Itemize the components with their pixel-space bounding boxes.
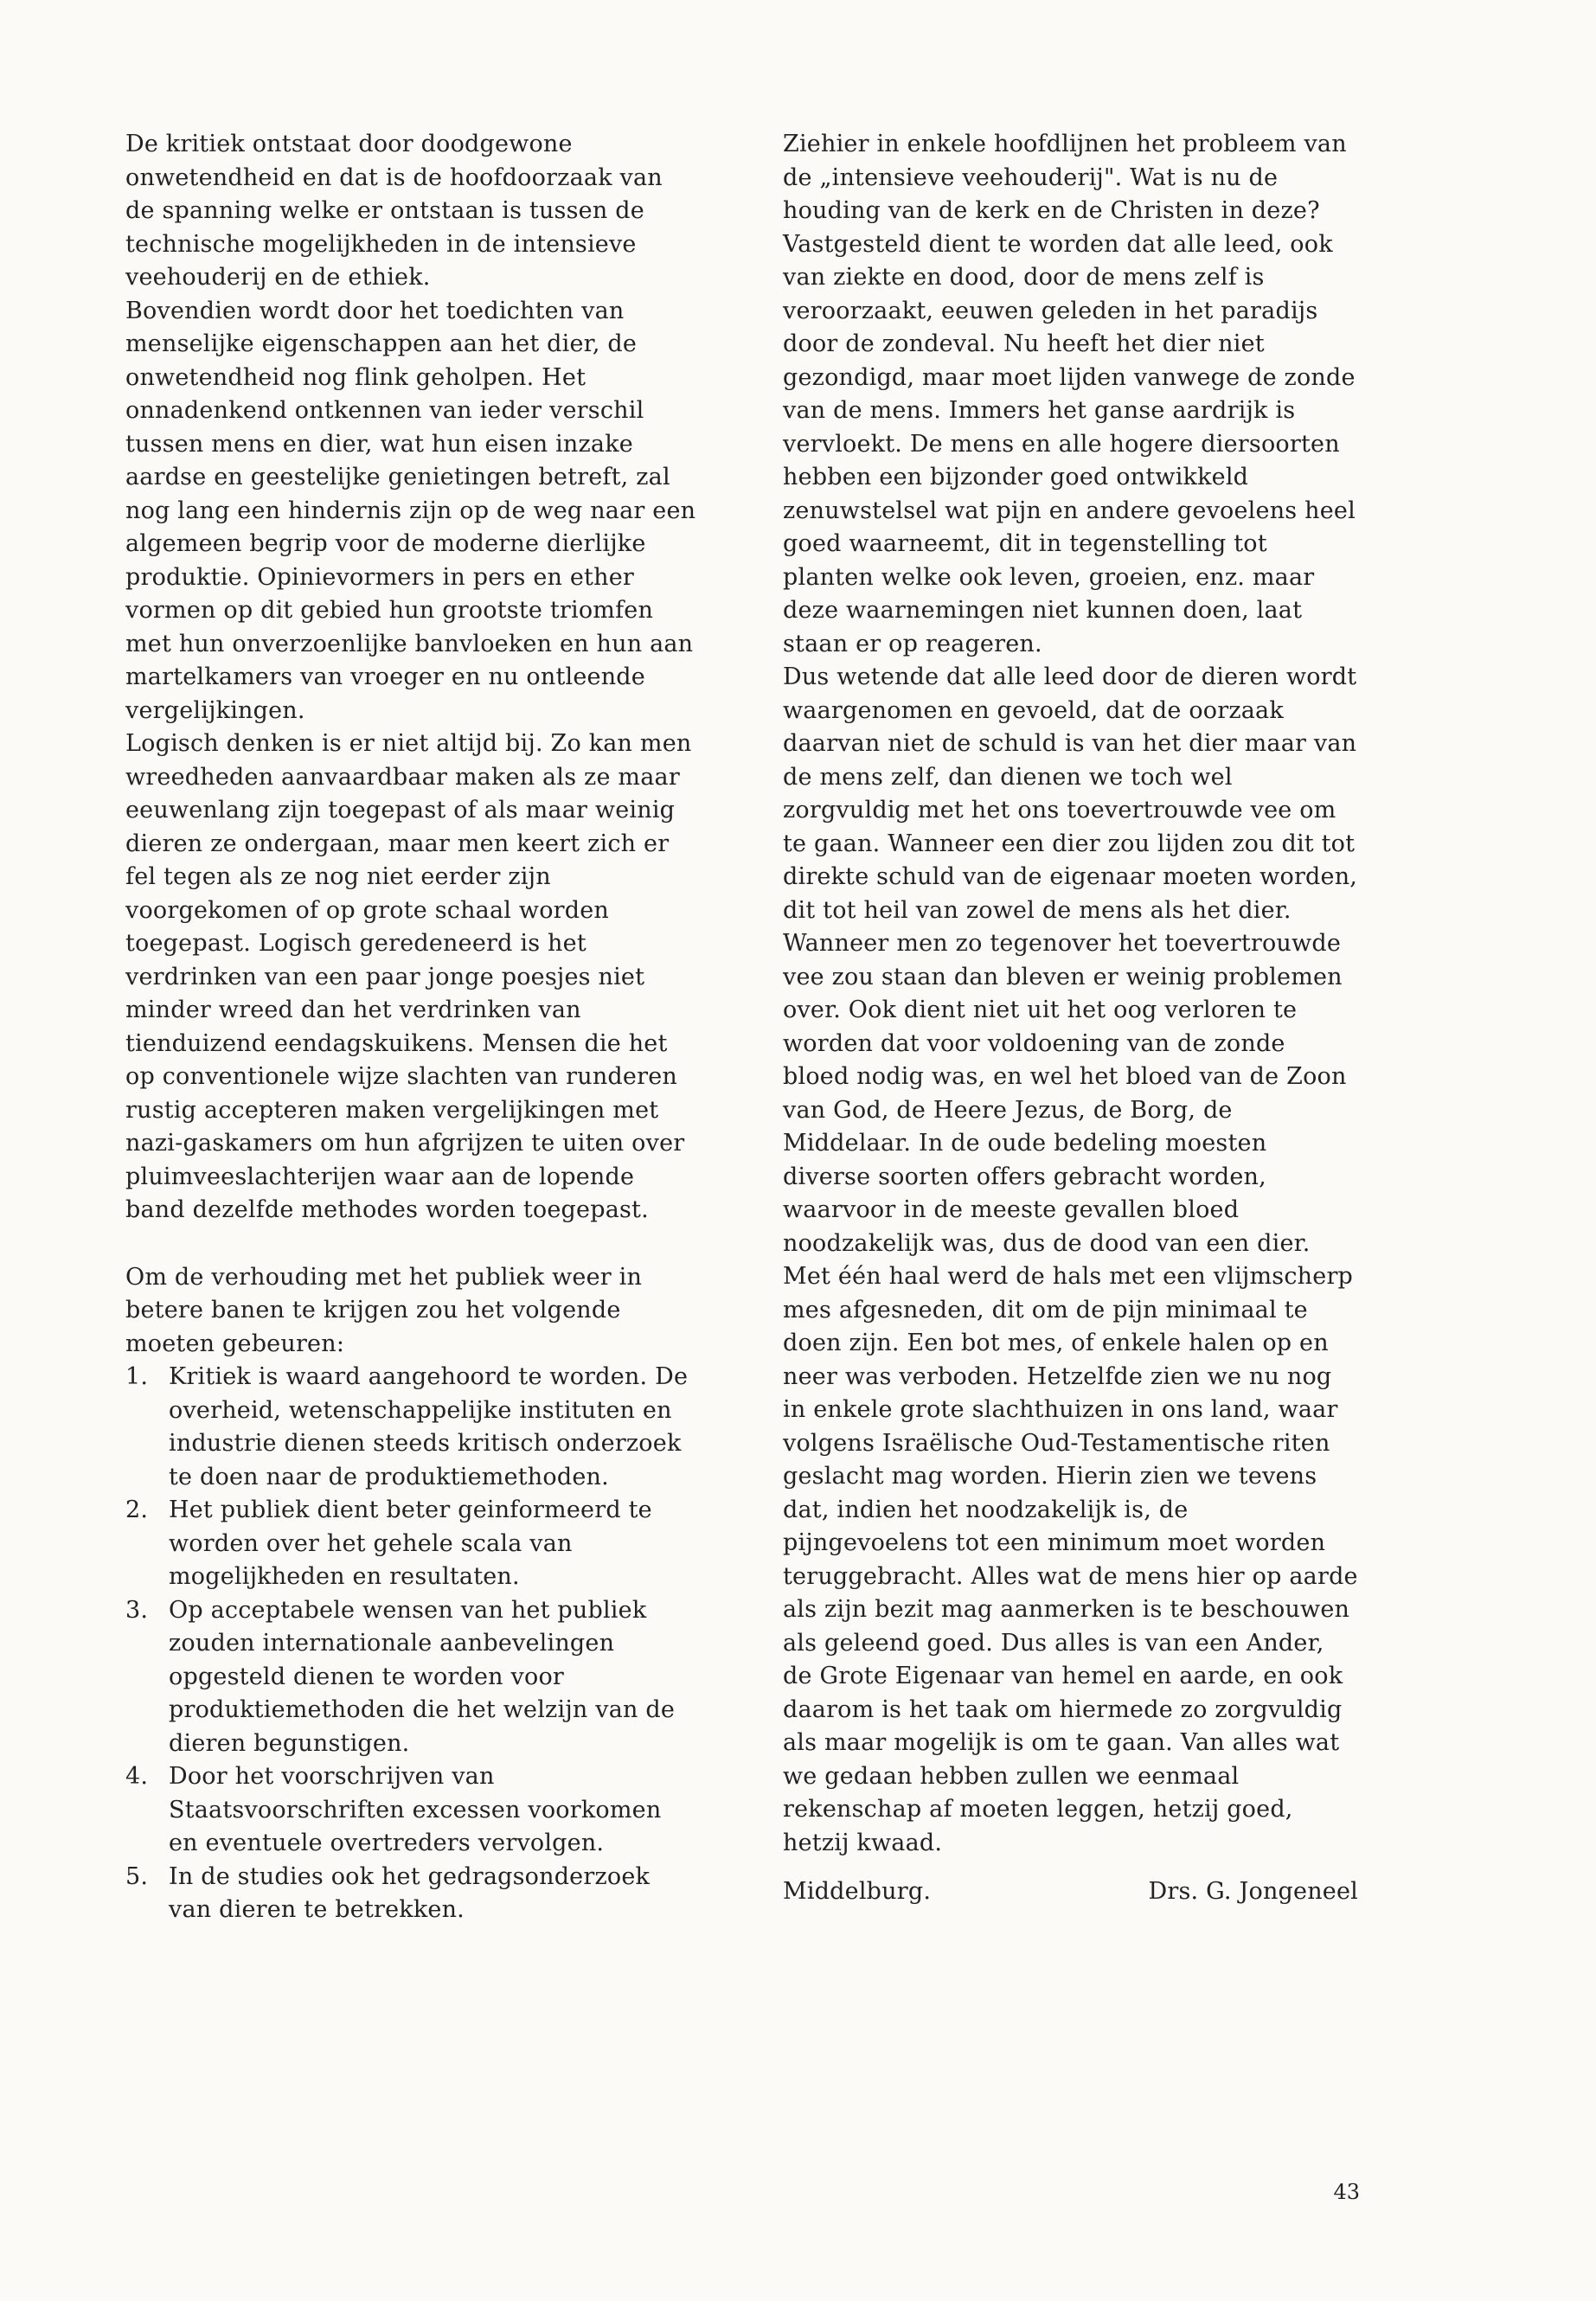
- list-number: 5.: [125, 1862, 149, 1890]
- left-column: [125, 128, 696, 1927]
- demands-list: [125, 1361, 696, 1927]
- list-text: In de studies ook het gedragsonderzoek van dieren te betrekken.: [169, 1862, 651, 1923]
- list-item: [125, 1760, 696, 1861]
- paragraph-gap: [125, 1227, 696, 1261]
- page-number: 43: [1333, 2180, 1360, 2204]
- paragraph-5: Dus wetende dat alle leed door de dieren wordt waargenomen en gevoeld, dat de oorzaak daarvan niet de schuld is van het dier maar van de mens zelf, dan dienen we toch wel zorgvuldig met het ons toevertrouwde vee om te gaan. Wanneer een dier zou lijden zou dit tot direkte schuld van de eigenaar moeten worden, dit tot heil van zowel de mens als het dier. Wanneer men zo tegenover het toevertrouwde vee zou staan dan bleven er weinig problemen over. Ook dient niet uit het oog verloren te worden dat voor voldoening van de zonde bloed nodig was, en wel het bloed van de Zoon van God, de Heere Jezus, de Borg, de Middelaar. In de oude bedeling moesten diverse soorten offers gebracht worden, waarvoor in de meeste gevallen bloed noodzakelijk was, dus de dood van een dier.: [783, 663, 1358, 1257]
- list-item: [125, 1861, 696, 1927]
- list-item: [125, 1494, 696, 1594]
- list-intro: Om de verhouding met het publiek weer in betere banen te krijgen zou het volgende moeten gebeuren:: [125, 1263, 643, 1357]
- paragraph-1: De kritiek ontstaat door doodgewone onwetendheid en dat is de hoofdoorzaak van de spanning welke er ontstaan is tussen de technische mogelijkheden in de intensieve veehouderij en de ethiek.: [125, 131, 663, 291]
- signature-place: Middelburg.: [783, 1878, 932, 1905]
- list-text: Op acceptabele wensen van het publiek zouden internationale aanbevelingen opgesteld dienen te worden voor produktiemethoden die het welzijn van de dieren begunstigen.: [169, 1596, 676, 1757]
- paragraph-6: Met één haal werd de hals met een vlijmscherp mes afgesneden, dit om de pijn minimaal te doen zijn. Een bot mes, of enkele halen op en neer was verboden. Hetzelfde zien we nu nog in enkele grote slachthuizen in ons land, waar volgens Israëlische Oud-Testamentische riten geslacht mag worden. Hierin zien we tevens dat, indien het noodzakelijk is, de pijngevoelens tot een minimum moet worden teruggebracht. Alles wat de mens hier op aarde als zijn bezit mag aanmerken is te beschouwen als geleend goed. Dus alles is van een Ander, de Grote Eigenaar van hemel en aarde, en ook daarom is het taak om hiermede zo zorgvuldig als maar mogelijk is om te gaan. Van alles wat we gedaan hebben zullen we eenmaal rekenschap af moeten leggen, hetzij goed, hetzij kwaad.: [783, 1263, 1358, 1856]
- signature-line: [783, 1875, 1358, 1909]
- list-number: 1.: [125, 1363, 149, 1390]
- list-text: Kritiek is waard aangehoord te worden. De overheid, wetenschappelijke instituten en industrie dienen steeds kritisch onderzoek te doen naar de produktiemethoden.: [169, 1363, 689, 1490]
- paragraph-2: Bovendien wordt door het toedichten van menselijke eigenschappen aan het dier, de onwetendheid nog flink geholpen. Het onnadenkend ontkennen van ieder verschil tussen mens en dier, wat hun eisen inzake aardse en geestelijke genietingen betreft, zal nog lang een hindernis zijn op de weg naar een algemeen begrip voor de moderne dierlijke produktie. Opinievormers in pers en ether vormen op dit gebied hun grootste triomfen met hun onverzoenlijke banvloeken en hun aan martelkamers van vroeger en nu ontleende vergelijkingen.: [125, 297, 696, 724]
- list-number: 2.: [125, 1497, 149, 1523]
- list-number: 4.: [125, 1763, 149, 1790]
- paragraph-4: Ziehier in enkele hoofdlijnen het probleem van de „intensieve veehouderij". Wat is nu de houding van de kerk en de Christen in deze? Vastgesteld dient te worden dat alle leed, ook van ziekte en dood, door de mens zelf is veroorzaakt, eeuwen geleden in het paradijs door de zondeval. Nu heeft het dier niet gezondigd, maar moet lijden vanwege de zonde van de mens. Immers het ganse aardrijk is vervloekt. De mens en alle hogere diersoorten hebben een bijzonder goed ontwikkeld zenuwstelsel wat pijn en andere gevoelens heel goed waarneemt, dit in tegenstelling tot planten welke ook leven, groeien, enz. maar deze waarnemingen niet kunnen doen, laat staan er op reageren.: [783, 131, 1356, 657]
- signature-author: Drs. G. Jongeneel: [1148, 1878, 1358, 1905]
- list-item: [125, 1361, 696, 1494]
- list-item: [125, 1594, 696, 1761]
- list-text: Het publiek dient beter geinformeerd te worden over het gehele scala van mogelijkheden en resultaten.: [169, 1497, 652, 1590]
- list-number: 3.: [125, 1596, 149, 1624]
- paragraph-3: Logisch denken is er niet altijd bij. Zo kan men wreedheden aanvaardbaar maken als ze maar eeuwenlang zijn toegepast of als maar weinig dieren ze ondergaan, maar men keert zich er fel tegen als ze nog niet eerder zijn voorgekomen of op grote schaal worden toegepast. Logisch geredeneerd is het verdrinken van een paar jonge poesjes niet minder wreed dan het verdrinken van tienduizend eendagskuikens. Mensen die het op conventionele wijze slachten van runderen rustig accepteren maken vergelijkingen met nazi-gaskamers om hun afgrijzen te uiten over pluimveeslachterijen waar aan de lopende band dezelfde methodes worden toegepast.: [125, 730, 692, 1223]
- right-column: [783, 128, 1358, 1909]
- list-text: Door het voorschrijven van Staatsvoorschriften excessen voorkomen en eventuele overtreders vervolgen.: [169, 1763, 662, 1856]
